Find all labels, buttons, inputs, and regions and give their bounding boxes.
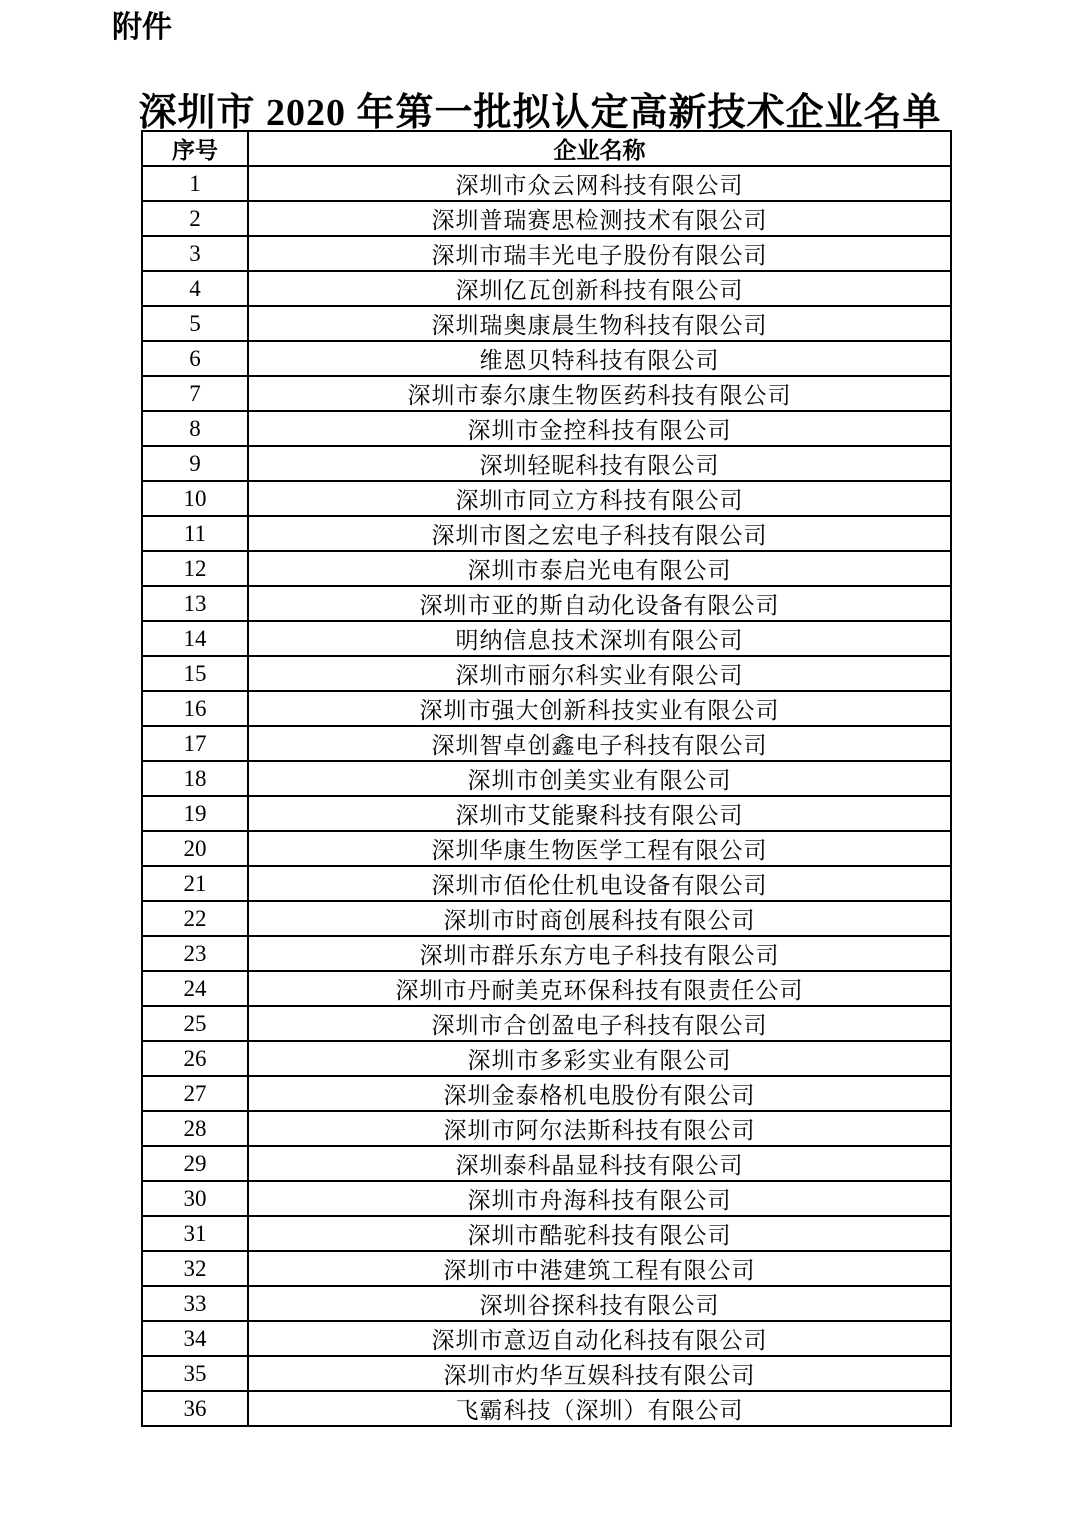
company-name-cell: 深圳谷探科技有限公司 [248,1286,951,1321]
row-index-cell: 35 [142,1356,248,1391]
table-row [142,1146,951,1181]
table-row [142,411,951,446]
row-index-cell: 1 [142,166,248,201]
table-row [142,831,951,866]
table-row [142,726,951,761]
company-name-cell: 深圳金泰格机电股份有限公司 [248,1076,951,1111]
row-index-cell: 8 [142,411,248,446]
table-row [142,761,951,796]
company-name-cell: 深圳市丽尔科实业有限公司 [248,656,951,691]
company-name-cell: 深圳市中港建筑工程有限公司 [248,1251,951,1286]
table-row [142,586,951,621]
row-index-cell: 34 [142,1321,248,1356]
row-index-cell: 30 [142,1181,248,1216]
table-row [142,516,951,551]
attachment-label: 附件 [112,11,172,44]
page-title: 深圳市 2020 年第一批拟认定高新技术企业名单 [138,92,942,135]
row-index-cell: 19 [142,796,248,831]
company-name-cell: 深圳市合创盈电子科技有限公司 [248,1006,951,1041]
table-row [142,1076,951,1111]
table-header-row [142,131,951,166]
company-name-cell: 维恩贝特科技有限公司 [248,341,951,376]
table-row [142,656,951,691]
company-name-cell: 深圳华康生物医学工程有限公司 [248,831,951,866]
company-name-cell: 飞霸科技（深圳）有限公司 [248,1391,951,1426]
company-name-cell: 深圳市图之宏电子科技有限公司 [248,516,951,551]
row-index-cell: 31 [142,1216,248,1251]
company-name-cell: 深圳市强大创新科技实业有限公司 [248,691,951,726]
company-name-cell: 深圳亿瓦创新科技有限公司 [248,271,951,306]
company-name-cell: 深圳智卓创鑫电子科技有限公司 [248,726,951,761]
company-name-cell: 深圳轻昵科技有限公司 [248,446,951,481]
company-name-cell: 深圳市艾能聚科技有限公司 [248,796,951,831]
row-index-cell: 9 [142,446,248,481]
row-index-cell: 17 [142,726,248,761]
company-name-cell: 深圳市众云网科技有限公司 [248,166,951,201]
row-index-cell: 32 [142,1251,248,1286]
row-index-cell: 20 [142,831,248,866]
row-index-cell: 22 [142,901,248,936]
company-name-cell: 深圳市丹耐美克环保科技有限责任公司 [248,971,951,1006]
table-row [142,306,951,341]
row-index-cell: 29 [142,1146,248,1181]
company-name-cell: 深圳市瑞丰光电子股份有限公司 [248,236,951,271]
table-row [142,481,951,516]
row-index-cell: 7 [142,376,248,411]
row-index-cell: 10 [142,481,248,516]
table-row [142,971,951,1006]
company-name-cell: 深圳市阿尔法斯科技有限公司 [248,1111,951,1146]
table-row [142,446,951,481]
row-index-cell: 2 [142,201,248,236]
table-row [142,341,951,376]
company-name-cell: 深圳市同立方科技有限公司 [248,481,951,516]
column-header-index: 序号 [142,131,248,166]
row-index-cell: 3 [142,236,248,271]
row-index-cell: 23 [142,936,248,971]
row-index-cell: 13 [142,586,248,621]
table-row [142,271,951,306]
row-index-cell: 21 [142,866,248,901]
company-name-cell: 深圳市金控科技有限公司 [248,411,951,446]
row-index-cell: 36 [142,1391,248,1426]
column-header-company-name: 企业名称 [248,131,951,166]
company-name-cell: 深圳普瑞赛思检测技术有限公司 [248,201,951,236]
table-row [142,1286,951,1321]
companies-table [141,130,952,1427]
table-row [142,796,951,831]
row-index-cell: 16 [142,691,248,726]
table-row [142,1006,951,1041]
table-row [142,1356,951,1391]
row-index-cell: 15 [142,656,248,691]
row-index-cell: 27 [142,1076,248,1111]
company-name-cell: 深圳市灼华互娱科技有限公司 [248,1356,951,1391]
table-row [142,201,951,236]
table-row [142,866,951,901]
table-row [142,1251,951,1286]
table-row [142,376,951,411]
row-index-cell: 24 [142,971,248,1006]
row-index-cell: 18 [142,761,248,796]
row-index-cell: 11 [142,516,248,551]
row-index-cell: 4 [142,271,248,306]
table-row [142,621,951,656]
row-index-cell: 33 [142,1286,248,1321]
company-name-cell: 深圳市酷驼科技有限公司 [248,1216,951,1251]
company-name-cell: 明纳信息技术深圳有限公司 [248,621,951,656]
company-name-cell: 深圳市亚的斯自动化设备有限公司 [248,586,951,621]
company-name-cell: 深圳市佰伦仕机电设备有限公司 [248,866,951,901]
table-body [142,166,951,1426]
row-index-cell: 25 [142,1006,248,1041]
table-row [142,691,951,726]
row-index-cell: 12 [142,551,248,586]
table-row [142,166,951,201]
table-row [142,1111,951,1146]
company-name-cell: 深圳市意迈自动化科技有限公司 [248,1321,951,1356]
company-name-cell: 深圳市时商创展科技有限公司 [248,901,951,936]
row-index-cell: 26 [142,1041,248,1076]
company-name-cell: 深圳市创美实业有限公司 [248,761,951,796]
row-index-cell: 6 [142,341,248,376]
table-row [142,1041,951,1076]
company-name-cell: 深圳市泰启光电有限公司 [248,551,951,586]
company-name-cell: 深圳瑞奥康晨生物科技有限公司 [248,306,951,341]
company-name-cell: 深圳市群乐东方电子科技有限公司 [248,936,951,971]
row-index-cell: 28 [142,1111,248,1146]
company-name-cell: 深圳泰科晶显科技有限公司 [248,1146,951,1181]
row-index-cell: 14 [142,621,248,656]
row-index-cell: 5 [142,306,248,341]
table-row [142,236,951,271]
table-row [142,551,951,586]
table-row [142,901,951,936]
table-row [142,936,951,971]
table-row [142,1216,951,1251]
table-row [142,1181,951,1216]
company-name-cell: 深圳市泰尔康生物医药科技有限公司 [248,376,951,411]
company-name-cell: 深圳市多彩实业有限公司 [248,1041,951,1076]
table-row [142,1391,951,1426]
company-name-cell: 深圳市舟海科技有限公司 [248,1181,951,1216]
table-row [142,1321,951,1356]
